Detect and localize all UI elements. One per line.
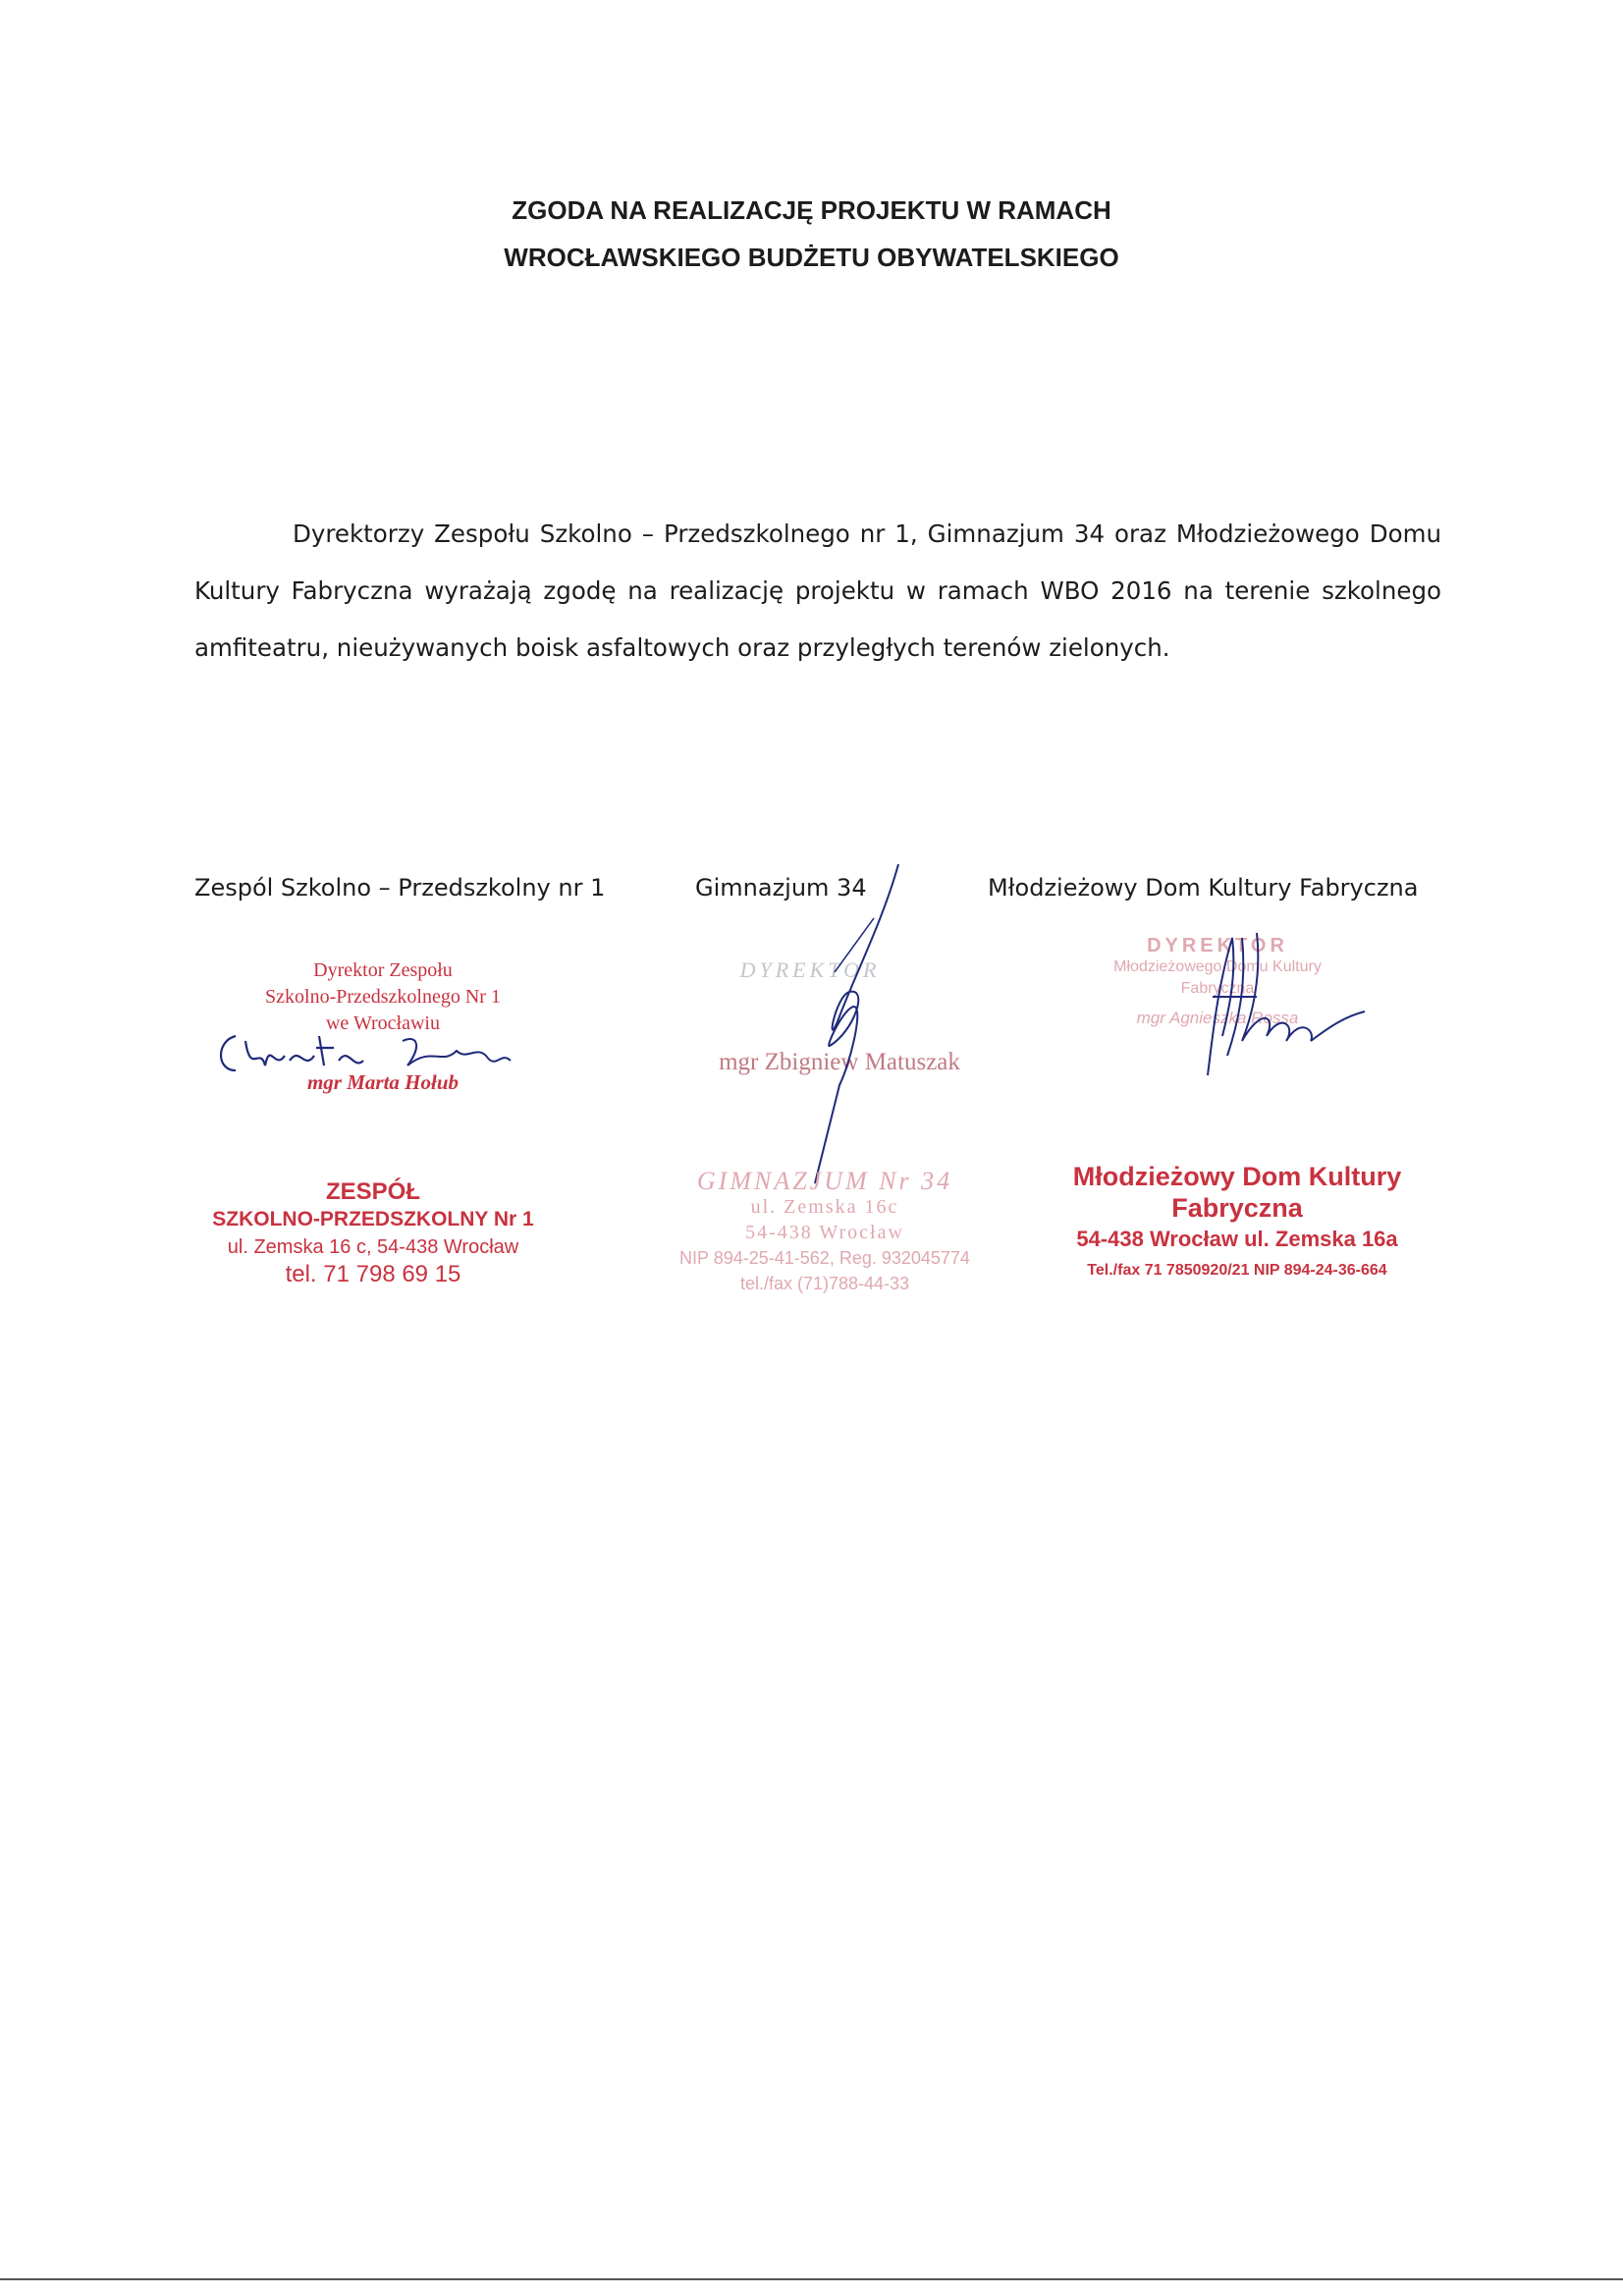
director-stamp-line: we Wrocławiu: [325, 1012, 440, 1034]
director-stamp-line: Dyrektor Zespołu: [313, 959, 453, 981]
stamp-line: Tel./fax 71 7850920/21 NIP 894-24-36-664: [1087, 1262, 1387, 1279]
stamp-line: tel./fax (71)788-44-33: [739, 1274, 910, 1293]
stamp-line: ul. Zemska 16 c, 54-438 Wrocław: [227, 1236, 519, 1258]
stamp-line: Fabryczna: [1180, 980, 1255, 997]
director-stamp-gimnazjum: DYREKTOR: [739, 957, 881, 982]
stamp-line: 54-438 Wrocław: [745, 1222, 904, 1243]
signature-agnieszka-rossa: [1119, 918, 1384, 1085]
stamp-line: Młodzieżowego Domu Kultury: [1113, 958, 1322, 975]
institution-stamp-gimnazjum: [619, 1169, 1031, 1296]
stamp-line: ZESPÓŁ: [325, 1178, 420, 1205]
page-bottom-edge: [0, 2278, 1623, 2280]
director-stamp-line: Szkolno-Przedszkolnego Nr 1: [265, 986, 501, 1008]
stamp-line: DYREKTOR: [1147, 935, 1288, 957]
director-name-gimnazjum: mgr Zbigniew Matuszak: [719, 1049, 960, 1075]
institution-stamp-school: [167, 1178, 579, 1288]
stamp-line: Fabryczna: [1171, 1193, 1303, 1223]
signature-text: Marta Hołub: [373, 1055, 384, 1057]
consent-paragraph: [194, 506, 1441, 677]
consent-text: Dyrektorzy Zespołu Szkolno – Przedszkolnego nr 1, Gimnazjum 34 oraz Młodzieżowego Domu Kultury Fabryczna wyrażają zgodę na realizację projektu w ramach WBO 2016 na terenie szkolnego amfiteatru, nieużywanych boisk asfaltowych oraz przyległych terenów zielonych.: [194, 519, 1441, 662]
director-name-school: mgr Marta Hołub: [306, 1070, 460, 1094]
stamp-line: tel. 71 798 69 15: [285, 1261, 461, 1287]
document-title: [0, 187, 1623, 281]
title-line-2: WROCŁAWSKIEGO BUDŻETU OBYWATELSKIEGO: [504, 243, 1119, 272]
stamp-line: Młodzieżowy Dom Kultury: [1072, 1162, 1402, 1191]
title-line-1: ZGODA NA REALIZACJĘ PROJEKTU W RAMACH: [512, 195, 1111, 225]
signature-zbigniew-matuszak: [746, 859, 943, 1213]
stamp-line: SZKOLNO-PRZEDSZKOLNY Nr 1: [212, 1208, 534, 1230]
director-name-mdk: mgr Agnieszka Rossa: [1136, 1009, 1299, 1027]
stamp-line: ul. Zemska 16c: [750, 1196, 899, 1218]
signatory-heading-gimnazjum: Gimnazjum 34: [695, 874, 867, 902]
signatory-heading-school: Zespól Szkolno – Przedszkolny nr 1: [194, 874, 606, 902]
stamp-line: NIP 894-25-41-562, Reg. 932045774: [679, 1248, 970, 1268]
signatory-heading-mdk: Młodzieżowy Dom Kultury Fabryczna: [988, 874, 1419, 902]
stamp-line: 54-438 Wrocław ul. Zemska 16a: [1076, 1227, 1398, 1251]
stamp-line: GIMNAZJUM Nr 34: [696, 1167, 953, 1195]
institution-stamp-mdk: [1051, 1161, 1424, 1286]
